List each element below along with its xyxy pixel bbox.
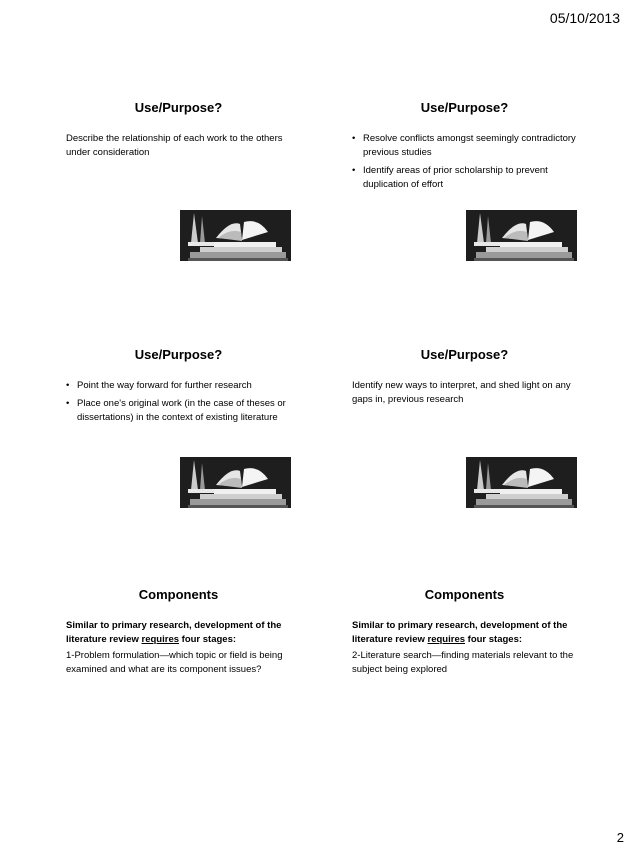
slide-body bbox=[352, 132, 577, 196]
bullet-item: • Place one's original work (in the case of theses or dissertations) in the context of existing literature bbox=[66, 398, 286, 423]
books-image bbox=[466, 457, 577, 508]
bullet-item: • Identify areas of prior scholarship to prevent duplication of effort bbox=[352, 165, 548, 190]
page-number: 2 bbox=[616, 830, 624, 845]
slide-intro: Similar to primary research, development of the literature review requires four stages: bbox=[352, 620, 568, 645]
books-image bbox=[466, 210, 577, 261]
slide-text: 2-Literature search—finding materials relevant to the subject being explored bbox=[352, 650, 574, 675]
slide-body bbox=[352, 379, 577, 409]
slide-intro: Similar to primary research, development of the literature review requires four stages: bbox=[66, 620, 282, 645]
bullet-icon: • bbox=[352, 165, 356, 176]
books-image bbox=[180, 210, 291, 261]
slide-text: Describe the relationship of each work to the others under consideration bbox=[66, 133, 283, 158]
slide-body bbox=[66, 379, 291, 429]
bullet-item: • Resolve conflicts amongst seemingly contradictory previous studies bbox=[352, 133, 576, 158]
books-image bbox=[180, 457, 291, 508]
slide-title: Components bbox=[424, 587, 505, 602]
bullet-icon: • bbox=[352, 133, 356, 144]
slide-4 bbox=[352, 347, 602, 562]
slide-title: Use/Purpose? bbox=[134, 347, 223, 362]
slide-3 bbox=[66, 347, 316, 562]
bullet-icon: • bbox=[66, 380, 70, 391]
slide-body bbox=[66, 132, 291, 162]
bullet-item: • Point the way forward for further research bbox=[66, 380, 252, 391]
slide-text: 1-Problem formulation—which topic or field is being examined and what are its component issues? bbox=[66, 650, 283, 675]
slide-title: Use/Purpose? bbox=[134, 100, 223, 115]
slide-title: Use/Purpose? bbox=[420, 347, 509, 362]
slide-body bbox=[66, 619, 291, 679]
slide-5 bbox=[66, 587, 316, 802]
page-date: 05/10/2013 bbox=[549, 10, 620, 26]
slide-6 bbox=[352, 587, 602, 802]
slide-title: Use/Purpose? bbox=[420, 100, 509, 115]
slide-text: Identify new ways to interpret, and shed light on any gaps in, previous research bbox=[352, 380, 571, 405]
slide-2 bbox=[352, 100, 602, 315]
slide-1 bbox=[66, 100, 316, 315]
slide-title: Components bbox=[138, 587, 219, 602]
bullet-icon: • bbox=[66, 398, 70, 409]
slide-body bbox=[352, 619, 577, 679]
